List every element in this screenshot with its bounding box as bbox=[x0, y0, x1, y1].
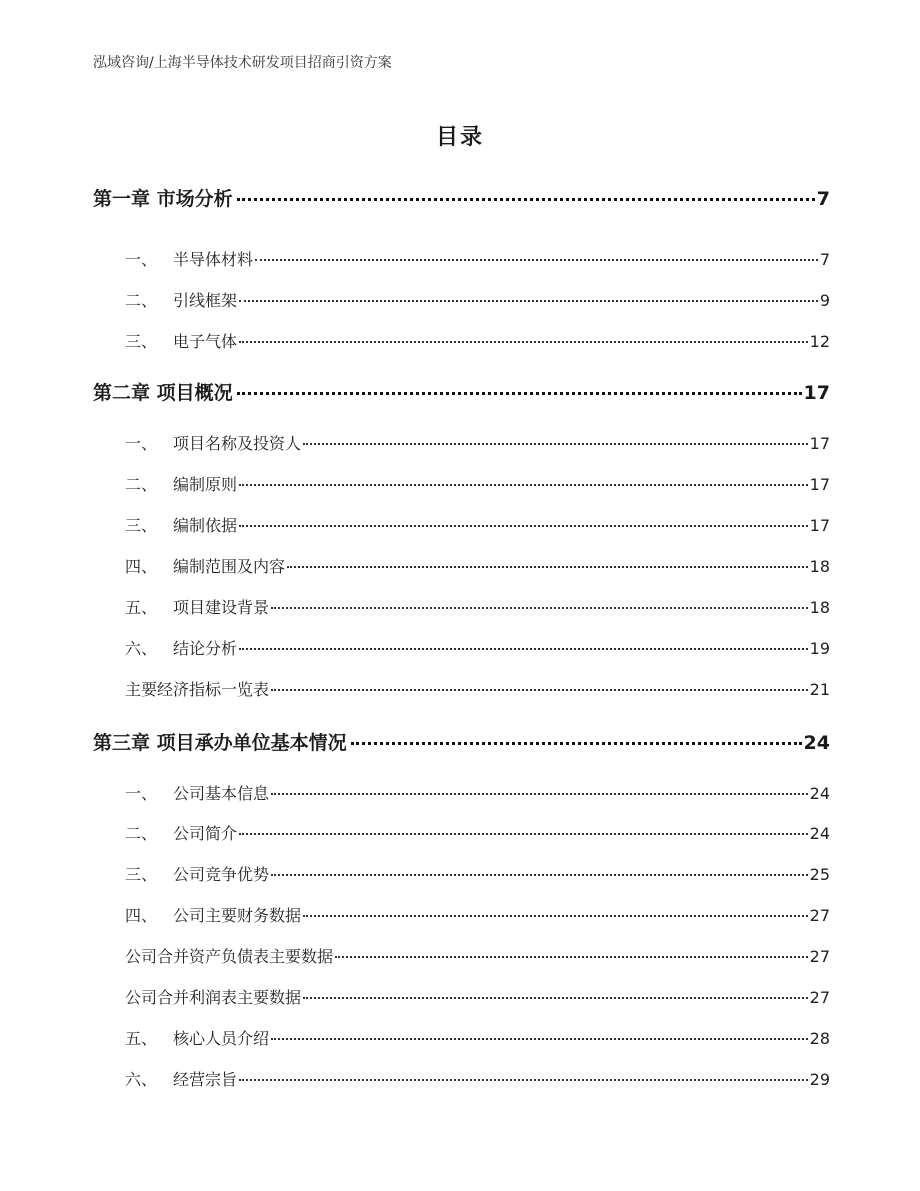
toc-section-number: 二、 bbox=[125, 475, 158, 494]
toc-page-number: 19 bbox=[809, 639, 830, 658]
toc-section-number: 二、 bbox=[125, 824, 158, 843]
toc-page-number: 25 bbox=[809, 865, 830, 884]
toc-leader bbox=[335, 956, 808, 958]
toc-leader bbox=[271, 793, 808, 795]
toc-page-number: 28 bbox=[809, 1029, 830, 1048]
toc-leader bbox=[271, 607, 808, 609]
toc-leader bbox=[271, 874, 808, 876]
toc-chapter-1[interactable] bbox=[93, 184, 830, 211]
toc-section-1-1[interactable] bbox=[93, 247, 830, 270]
toc-section-3-5[interactable] bbox=[93, 944, 830, 967]
toc-label: 编制范围及内容 bbox=[173, 557, 286, 576]
toc-label: 核心人员介绍 bbox=[173, 1029, 270, 1048]
toc-leader bbox=[239, 341, 808, 343]
toc-section-1-2[interactable] bbox=[93, 288, 830, 311]
page-title: 目录 bbox=[435, 125, 484, 150]
toc-page-number: 7 bbox=[816, 188, 830, 210]
toc-section-3-1[interactable] bbox=[93, 781, 830, 804]
toc-section-2-6[interactable] bbox=[93, 636, 830, 659]
toc-chapter-3[interactable] bbox=[93, 728, 830, 755]
toc-page-number: 24 bbox=[809, 824, 830, 843]
toc-section-3-4[interactable] bbox=[93, 903, 830, 926]
toc-label: 第三章 项目承办单位基本情况 bbox=[93, 732, 347, 754]
toc-page-number: 24 bbox=[809, 784, 830, 803]
toc-page-number: 29 bbox=[809, 1070, 830, 1089]
toc-leader bbox=[271, 689, 808, 691]
toc-leader bbox=[287, 566, 808, 568]
toc-section-2-3[interactable] bbox=[93, 513, 830, 536]
toc-label: 项目建设背景 bbox=[173, 598, 270, 617]
toc-page-number: 17 bbox=[809, 475, 830, 494]
toc-label: 结论分析 bbox=[173, 639, 238, 658]
toc-section-number: 三、 bbox=[125, 332, 158, 351]
toc-page-number: 27 bbox=[809, 947, 830, 966]
toc-section-3-7[interactable] bbox=[93, 1026, 830, 1049]
toc-leader bbox=[239, 1079, 808, 1081]
toc-page-number: 18 bbox=[809, 598, 830, 617]
toc-label: 公司主要财务数据 bbox=[173, 906, 302, 925]
toc-page-number: 24 bbox=[803, 732, 830, 754]
toc-page-number: 17 bbox=[803, 382, 830, 404]
toc-section-3-8[interactable] bbox=[93, 1067, 830, 1090]
toc-leader bbox=[239, 833, 808, 835]
toc-section-2-1[interactable] bbox=[93, 431, 830, 454]
toc-section-number: 四、 bbox=[125, 557, 158, 576]
toc-leader bbox=[237, 198, 815, 201]
toc-label: 公司基本信息 bbox=[173, 784, 270, 803]
toc-page-number: 12 bbox=[809, 332, 830, 351]
toc-label: 主要经济指标一览表 bbox=[125, 680, 270, 699]
toc-section-number: 三、 bbox=[125, 865, 158, 884]
toc-leader bbox=[271, 1038, 808, 1040]
toc-section-number: 一、 bbox=[125, 784, 158, 803]
toc-label: 编制原则 bbox=[173, 475, 238, 494]
toc-section-2-2[interactable] bbox=[93, 472, 830, 495]
toc-section-2-4[interactable] bbox=[93, 554, 830, 577]
toc-label: 公司竞争优势 bbox=[173, 865, 270, 884]
toc-label: 公司合并利润表主要数据 bbox=[125, 988, 302, 1007]
toc-label: 半导体材料 bbox=[173, 250, 254, 269]
toc-leader bbox=[239, 300, 818, 302]
toc-page-number: 27 bbox=[809, 988, 830, 1007]
toc-label: 公司简介 bbox=[173, 824, 238, 843]
toc-leader bbox=[239, 525, 808, 527]
toc-page-number: 7 bbox=[819, 250, 830, 269]
toc-section-2-7[interactable] bbox=[93, 677, 830, 700]
page-header: 泓域咨询/上海半导体技术研发项目招商引资方案 bbox=[93, 55, 392, 71]
toc-section-number: 五、 bbox=[125, 598, 158, 617]
toc-leader bbox=[239, 648, 808, 650]
toc-section-1-3[interactable] bbox=[93, 329, 830, 352]
toc-leader bbox=[303, 997, 808, 999]
toc-chapter-2[interactable] bbox=[93, 378, 830, 405]
toc-page-number: 9 bbox=[819, 291, 830, 310]
toc-leader bbox=[255, 259, 818, 261]
toc-section-3-3[interactable] bbox=[93, 862, 830, 885]
toc-page-number: 21 bbox=[809, 680, 830, 699]
toc-section-3-6[interactable] bbox=[93, 985, 830, 1008]
toc-section-number: 四、 bbox=[125, 906, 158, 925]
toc-section-2-5[interactable] bbox=[93, 595, 830, 618]
toc-leader bbox=[351, 742, 802, 745]
toc-section-number: 六、 bbox=[125, 1070, 158, 1089]
toc-page-number: 18 bbox=[809, 557, 830, 576]
toc-page-number: 17 bbox=[809, 434, 830, 453]
toc-leader bbox=[239, 484, 808, 486]
toc-section-number: 一、 bbox=[125, 250, 158, 269]
toc-label: 经营宗旨 bbox=[173, 1070, 238, 1089]
toc-section-number: 六、 bbox=[125, 639, 158, 658]
toc-label: 电子气体 bbox=[173, 332, 238, 351]
toc-label: 公司合并资产负债表主要数据 bbox=[125, 947, 334, 966]
toc-label: 编制依据 bbox=[173, 516, 238, 535]
toc-section-number: 三、 bbox=[125, 516, 158, 535]
toc-page-number: 17 bbox=[809, 516, 830, 535]
toc-page-number: 27 bbox=[809, 906, 830, 925]
toc-label: 第二章 项目概况 bbox=[93, 382, 233, 404]
toc-label: 第一章 市场分析 bbox=[93, 188, 233, 210]
toc-label: 引线框架 bbox=[173, 291, 238, 310]
toc-label: 项目名称及投资人 bbox=[173, 434, 302, 453]
toc-leader bbox=[237, 392, 802, 395]
toc-section-number: 一、 bbox=[125, 434, 158, 453]
toc-section-number: 二、 bbox=[125, 291, 158, 310]
toc-leader bbox=[303, 915, 808, 917]
toc-section-number: 五、 bbox=[125, 1029, 158, 1048]
toc-leader bbox=[303, 443, 808, 445]
toc-section-3-2[interactable] bbox=[93, 821, 830, 844]
